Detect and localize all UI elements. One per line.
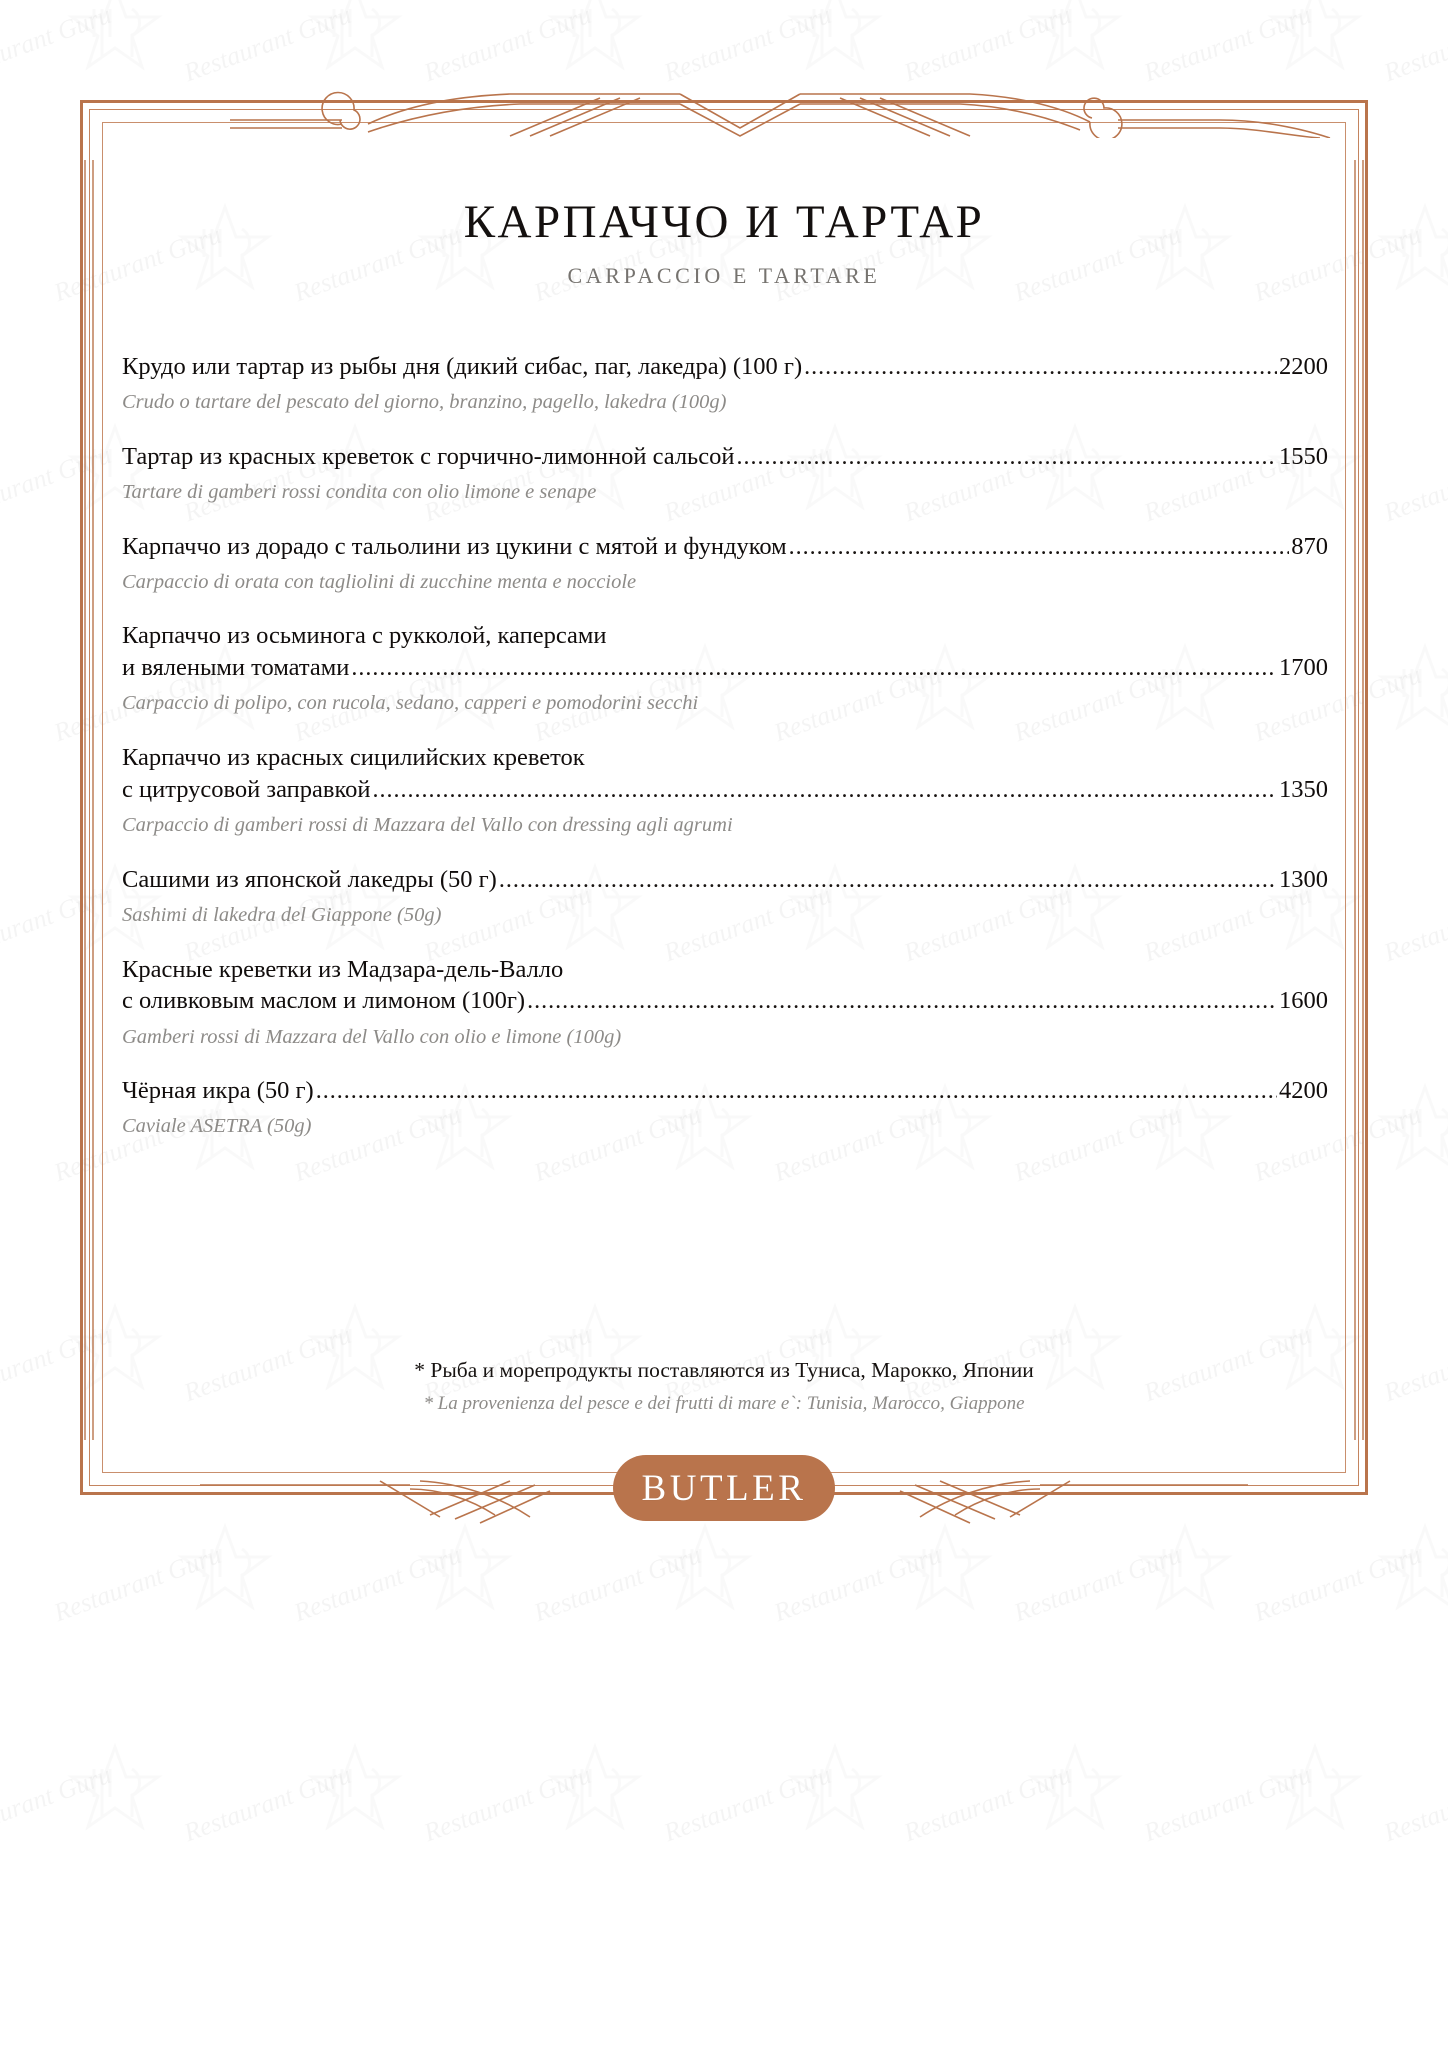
menu-item-name-line1: Карпаччо из красных сицилийских креветок — [122, 744, 585, 772]
watermark-text — [0, 1760, 115, 1848]
dot-leader — [736, 442, 1277, 473]
menu-item-name: Сашими из японской лакедры (50 г) — [122, 865, 497, 893]
menu-item-description: Sashimi di lakedra del Giappone (50g) — [122, 903, 442, 926]
menu-item-name: Тартар из красных креветок с горчично-лимонной сальсой — [122, 442, 735, 470]
menu-item — [122, 864, 1328, 929]
ornament-left — [55, 120, 115, 1480]
dot-leader — [351, 653, 1277, 684]
dot-leader — [789, 532, 1290, 563]
menu-item-list — [120, 351, 1328, 1140]
menu-item-description: Tartare di gamberi rossi condita con olio limone e senape — [122, 481, 597, 503]
footer-note-ru: * Рыба и морепродукты поставляются из Туниса, Марокко, Японии — [414, 1358, 1034, 1382]
watermark-logo-icon — [650, 1515, 760, 1625]
menu-item-price: 1600 — [1279, 987, 1328, 1015]
menu-item-description: Carpaccio di orata con tagliolini di zucchine menta e nocciole — [122, 570, 637, 593]
watermark-logo-icon — [1370, 1515, 1448, 1625]
page-subtitle: CARPACCIO E TARTARE — [567, 263, 881, 288]
watermark-logo-icon — [780, 0, 890, 85]
watermark-logo-icon — [780, 1735, 890, 1845]
watermark-logo-icon — [540, 0, 650, 85]
dot-leader — [527, 986, 1277, 1017]
footer-note-it: * La provenienza del pesce e dei frutti di mare e`: Tunisia, Marocco, Giappone — [423, 1393, 1025, 1415]
footer-note — [80, 1355, 1368, 1418]
menu-item-name: с оливковым маслом и лимоном (100г) — [122, 987, 526, 1015]
dot-leader — [372, 775, 1277, 806]
menu-item-name: и вялеными томатами — [122, 654, 350, 682]
menu-content — [80, 100, 1368, 1495]
menu-item-price: 2200 — [1279, 353, 1328, 380]
watermark-text — [1380, 0, 1448, 88]
watermark-text — [290, 1540, 465, 1628]
menu-item-price: 1550 — [1279, 442, 1328, 470]
menu-item-name: Карпаччо из дорадо с тальолини из цукини с мятой и фундуком — [122, 532, 787, 560]
menu-item-name-line1: Карпаччо из осьминога с рукколой, каперсами — [122, 622, 607, 650]
watermark-logo-icon — [170, 1515, 280, 1625]
menu-item-price: 1350 — [1279, 775, 1328, 803]
menu-item-price-row — [122, 652, 1328, 684]
watermark-logo-icon — [1260, 1735, 1370, 1845]
menu-item-name: с цитрусовой заправкой — [122, 775, 371, 803]
menu-item-name-line1: Красные креветки из Мадзара-дель-Валло — [122, 955, 564, 983]
menu-item — [122, 531, 1328, 596]
watermark-text — [420, 1760, 595, 1848]
watermark-logo-icon — [60, 0, 170, 85]
menu-item — [122, 620, 1328, 717]
menu-item-name: Крудо или тартар из рыбы дня (дикий сибас, паг, лакедра) (100 г) — [122, 353, 803, 380]
menu-item — [122, 954, 1328, 1051]
dot-leader — [804, 352, 1277, 383]
watermark-text — [1140, 0, 1315, 88]
watermark-logo-icon — [890, 1515, 1000, 1625]
watermark-text — [530, 1540, 705, 1628]
watermark-text — [900, 0, 1075, 88]
watermark-text — [770, 1540, 945, 1628]
menu-item — [122, 742, 1328, 839]
watermark-text — [1380, 1760, 1448, 1848]
watermark-logo-icon — [60, 1735, 170, 1845]
ornament-top — [80, 78, 1368, 138]
watermark-text — [660, 0, 835, 88]
watermark-logo-icon — [300, 1735, 410, 1845]
menu-item-description: Carpaccio di polipo, con rucola, sedano, capperi e pomodorini secchi — [122, 692, 699, 715]
watermark-text — [420, 0, 595, 88]
watermark-logo-icon — [1260, 0, 1370, 85]
ornament-right — [1333, 120, 1393, 1480]
watermark-logo-icon — [1020, 1735, 1130, 1845]
watermark-logo-icon — [1130, 1515, 1240, 1625]
watermark-text — [180, 0, 355, 88]
menu-item-description: Gamberi rossi di Mazzara del Vallo con olio e limone (100g) — [122, 1025, 622, 1048]
menu-item-price-row — [122, 774, 1328, 806]
menu-item-price: 1300 — [1279, 865, 1328, 893]
watermark-logo-icon — [410, 1515, 520, 1625]
menu-item-price-row — [122, 985, 1328, 1017]
menu-item-price-row — [122, 531, 1328, 563]
dot-leader — [499, 865, 1277, 896]
watermark-logo-icon — [300, 0, 410, 85]
menu-item-description: Caviale ASETRA (50g) — [122, 1115, 312, 1138]
menu-item-description: Carpaccio di gamberi rossi di Mazzara del Vallo con dressing agli agrumi — [122, 814, 733, 837]
watermark-text — [1250, 1540, 1425, 1628]
page-title: КАРПАЧЧО И ТАРТАР — [463, 196, 985, 248]
watermark-logo-icon — [1020, 0, 1130, 85]
watermark-text — [1010, 1540, 1185, 1628]
menu-item — [122, 1075, 1328, 1140]
menu-item-price-row — [122, 864, 1328, 896]
menu-item-price-row — [122, 351, 1328, 383]
brand-badge — [613, 1455, 835, 1521]
menu-item-price-row — [122, 1075, 1328, 1107]
menu-item-price: 1700 — [1279, 654, 1328, 682]
watermark-text — [0, 0, 115, 88]
menu-item — [122, 351, 1328, 416]
brand-name: BUTLER — [641, 1467, 807, 1509]
watermark-logo-icon — [540, 1735, 650, 1845]
menu-item-description: Crudo o tartare del pescato del giorno, branzino, pagello, lakedra (100g) — [122, 391, 727, 414]
menu-item-price: 4200 — [1279, 1077, 1328, 1105]
menu-item-price-row — [122, 441, 1328, 473]
watermark-text — [900, 1760, 1075, 1848]
menu-item-name: Чёрная икра (50 г) — [122, 1077, 314, 1105]
menu-item-price: 870 — [1291, 532, 1328, 560]
watermark-text — [660, 1760, 835, 1848]
dot-leader — [316, 1076, 1277, 1107]
menu-item — [122, 441, 1328, 506]
watermark-text — [1140, 1760, 1315, 1848]
watermark-text — [180, 1760, 355, 1848]
watermark-text — [50, 1540, 225, 1628]
